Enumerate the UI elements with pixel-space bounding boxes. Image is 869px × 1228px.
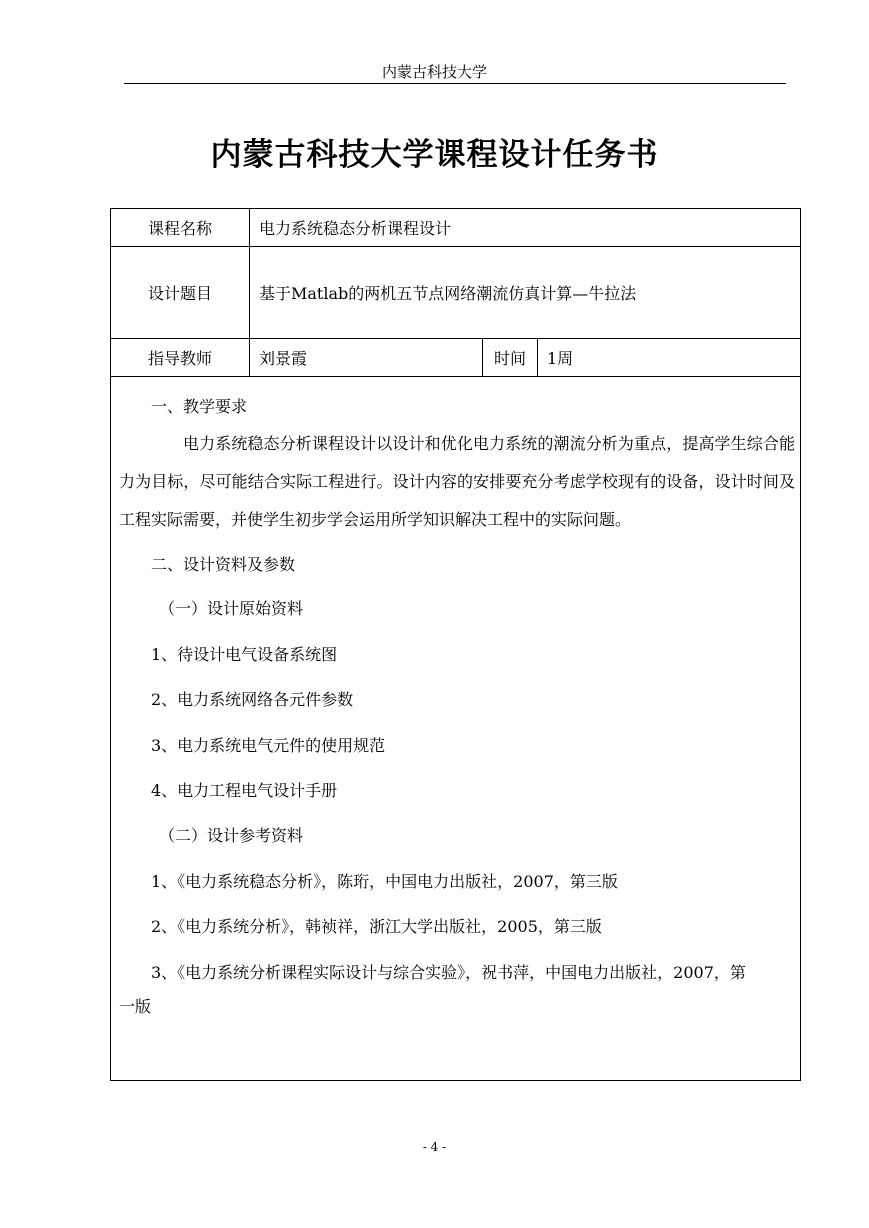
reference-item: 3、《电力系统分析课程实际设计与综合实验》，祝书萍，中国电力出版社，2007，第 (151, 963, 746, 982)
sub1-item: 1、待设计电气设备系统图 (151, 645, 338, 664)
sub1-item: 3、电力系统电气元件的使用规范 (151, 736, 386, 755)
course-name-value: 电力系统稳态分析课程设计 (259, 219, 452, 238)
course-name-label: 课程名称 (111, 209, 250, 246)
topic-value: 基于Matlab的两机五节点网络潮流仿真计算—牛拉法 (259, 284, 637, 303)
page-number: - 4 - (422, 1140, 447, 1154)
sub1-item: 2、电力系统网络各元件参数 (151, 690, 354, 709)
page-header-university: 内蒙古科技大学 (381, 63, 487, 81)
row-teacher-time (111, 339, 800, 377)
task-table (110, 208, 801, 1081)
sub1-item: 4、电力工程电气设计手册 (151, 781, 338, 800)
section2-heading: 二、设计资料及参数 (151, 555, 296, 574)
sub2-heading: （二）设计参考资料 (159, 826, 304, 845)
document-title: 内蒙古科技大学课程设计任务书 (210, 137, 659, 173)
section1-paragraph: 电力系统稳态分析课程设计以设计和优化电力系统的潮流分析为重点，提高学生综合能力为目标，尽可能结合实际工程进行。设计内容的安排要充分考虑学校现有的设备，设计时间及工程实际需要，并使学生初步学会运用所学知识解决工程中的实际问题。 (119, 434, 795, 529)
teacher-label: 指导教师 (111, 339, 250, 376)
row-course-name (111, 209, 800, 247)
reference-item: 1、《电力系统稳态分析》，陈珩，中国电力出版社，2007，第三版 (151, 872, 618, 891)
sub1-heading: （一）设计原始资料 (159, 599, 304, 618)
reference-item: 2、《电力系统分析》，韩祯祥，浙江大学出版社，2005，第三版 (151, 917, 602, 936)
topic-label: 设计题目 (111, 247, 250, 338)
time-value: 1周 (547, 349, 574, 368)
section1-heading: 一、教学要求 (151, 397, 248, 416)
time-label: 时间 (483, 339, 538, 376)
row-topic (111, 247, 800, 339)
teacher-value: 刘景霞 (250, 339, 483, 376)
header-rule (124, 83, 786, 84)
reference-item-continuation: 一版 (119, 997, 152, 1016)
